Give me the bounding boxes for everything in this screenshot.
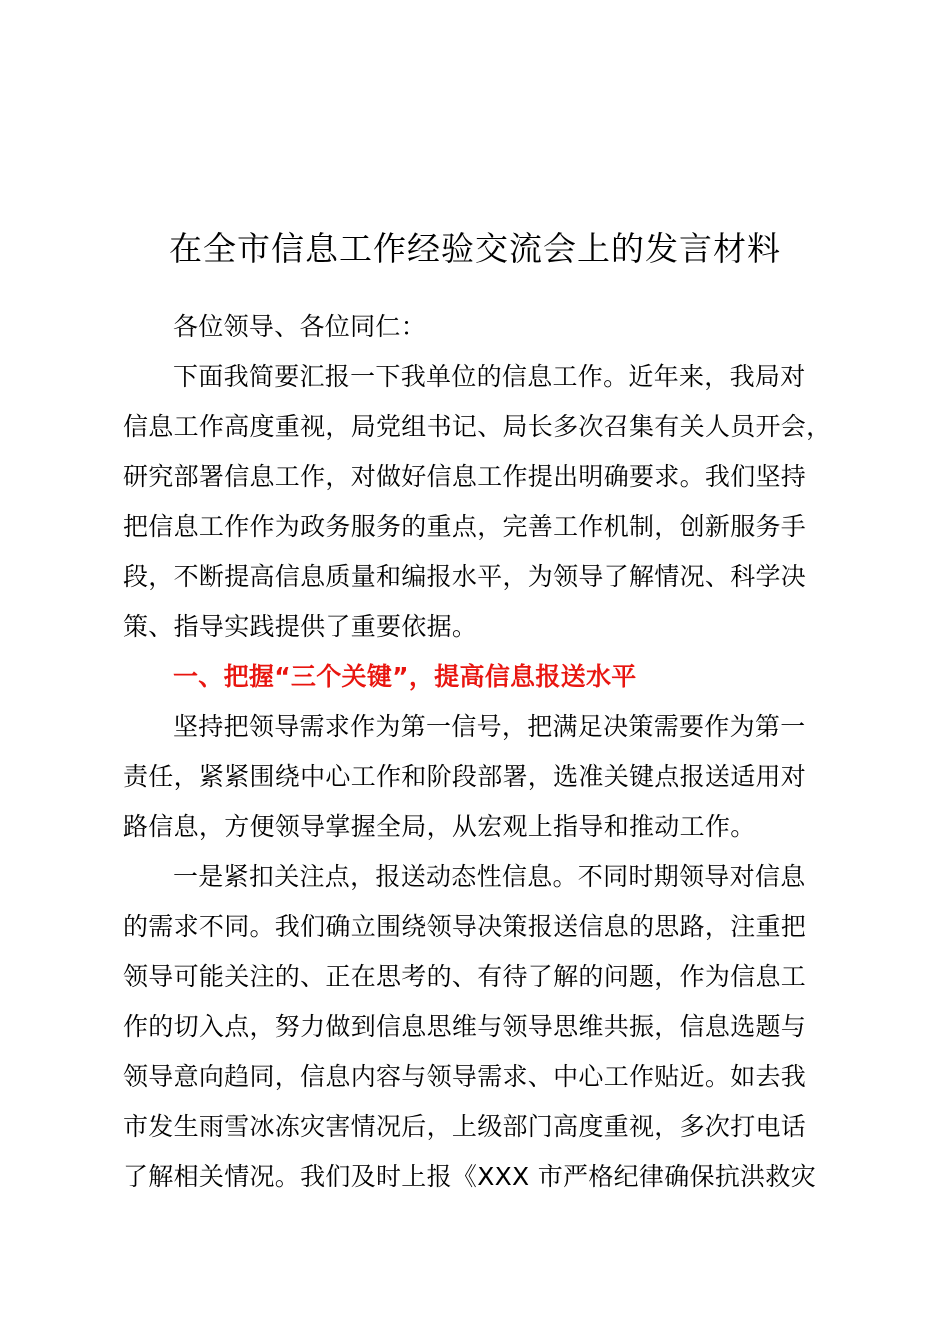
paragraph2-line: 路信息，方便领导掌握全局，从宏观上指导和推动工作。 [123,812,756,841]
paragraph1-line: 研究部署信息工作，对做好信息工作提出明确要求。我们坚持 [123,462,807,491]
paragraph1-line: 策、指导实践提供了重要依据。 [123,612,478,641]
paragraph3-line: 了解相关情况。我们及时上报《XXX 市严格纪律确保抗洪救灾 [123,1162,817,1191]
paragraph3-line: 领导意向趋同，信息内容与领导需求、中心工作贴近。如去我 [123,1062,807,1091]
salutation: 各位领导、各位同仁： [173,312,427,341]
paragraph1-line: 段，不断提高信息质量和编报水平，为领导了解情况、科学决 [123,562,807,591]
document-body [123,302,843,1202]
paragraph3-line: 作的切入点，努力做到信息思维与领导思维共振，信息选题与 [123,1012,807,1041]
paragraph1-line: 信息工作高度重视，局党组书记、局长多次召集有关人员开会， [123,412,832,441]
document-title: 在全市信息工作经验交流会上的发言材料 [169,229,781,268]
paragraph2-line: 责任，紧紧围绕中心工作和阶段部署，选准关键点报送适用对 [123,762,807,791]
paragraph3-line: 的需求不同。我们确立围绕领导决策报送信息的思路，注重把 [123,912,807,941]
paragraph3-line: 一是紧扣关注点，报送动态性信息。不同时期领导对信息 [173,862,806,891]
paragraph2-line: 坚持把领导需求作为第一信号，把满足决策需要作为第一 [173,712,806,741]
paragraph3-line: 领导可能关注的、正在思考的、有待了解的问题，作为信息工 [123,962,807,991]
section1-heading: 一、把握“三个关键”，提高信息报送水平 [173,662,637,691]
paragraph1-line: 下面我简要汇报一下我单位的信息工作。近年来，我局对 [173,362,806,391]
paragraph3-line: 市发生雨雪冰冻灾害情况后，上级部门高度重视，多次打电话 [123,1112,807,1141]
paragraph1-line: 把信息工作作为政务服务的重点，完善工作机制，创新服务手 [123,512,807,541]
